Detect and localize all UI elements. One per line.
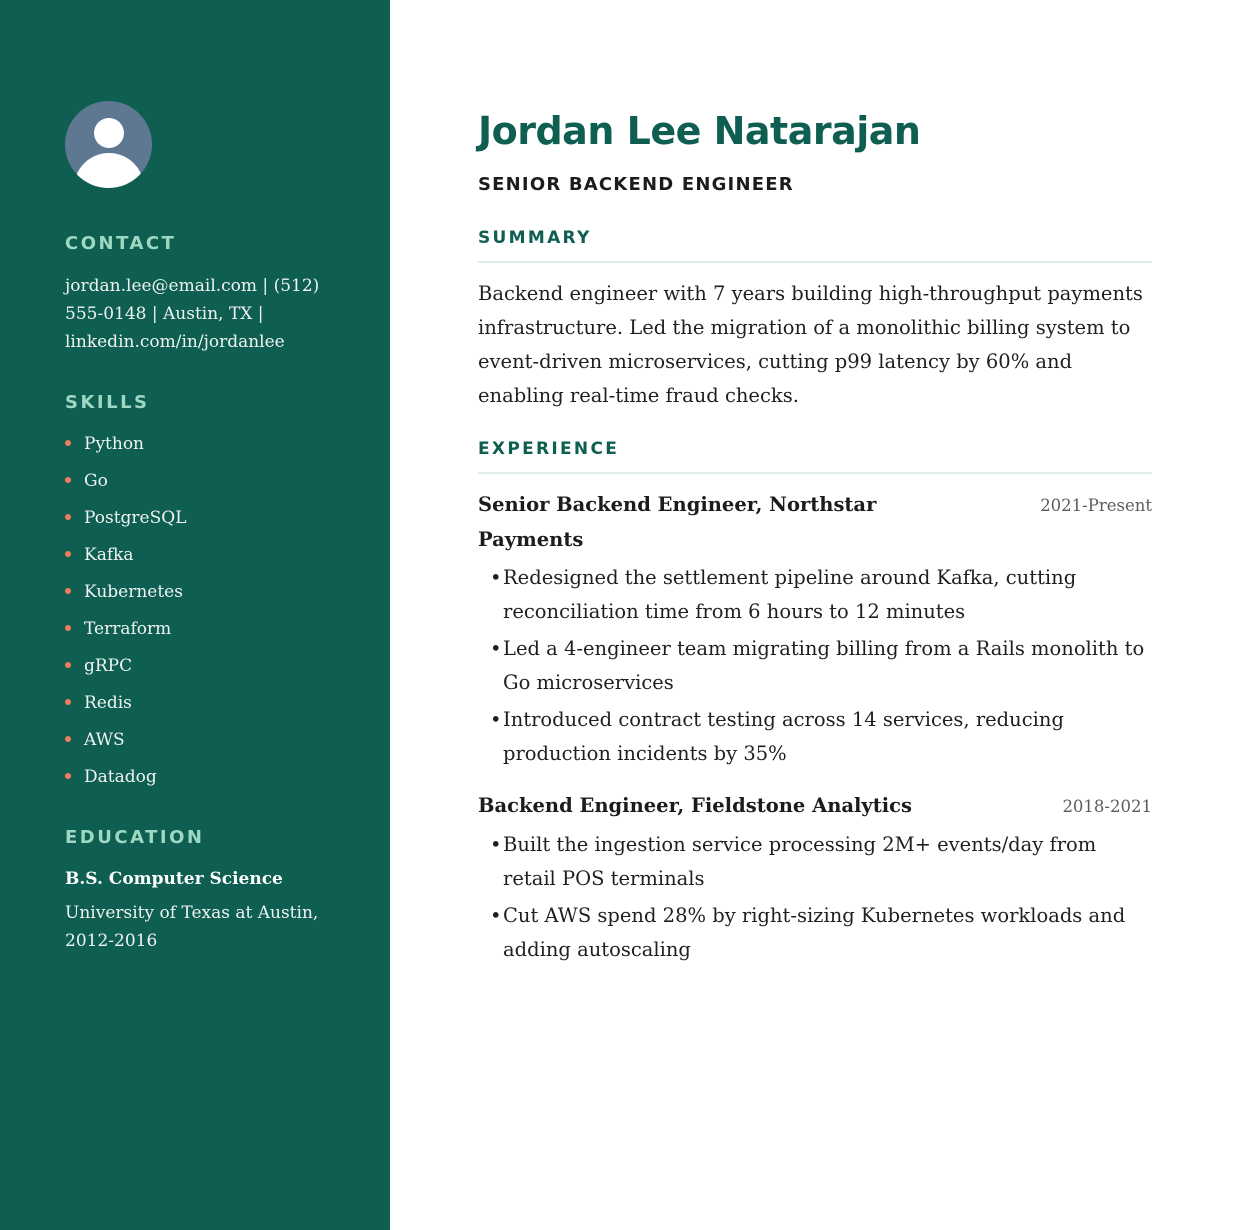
bullet-item	[478, 703, 1154, 771]
section-divider	[478, 472, 1152, 474]
skill-label: Python	[84, 434, 145, 454]
contact-details: jordan.lee@email.com | (512) 555-0148 | Austin, TX | linkedin.com/in/jordanlee	[65, 276, 320, 352]
skill-label: Kubernetes	[84, 582, 183, 602]
candidate-title: SENIOR BACKEND ENGINEER	[478, 174, 794, 195]
bullet-dot-icon	[65, 514, 71, 520]
skill-item	[65, 505, 186, 542]
job-role: Senior Backend Engineer, Northstar Payments	[478, 493, 877, 551]
bullet-text: Redesigned the settlement pipeline around Kafka, cutting reconciliation time from 6 hours to 12 minutes	[503, 566, 1077, 623]
experience-heading: EXPERIENCE	[478, 439, 620, 459]
avatar-shoulders	[74, 153, 144, 188]
skills-list	[65, 431, 186, 801]
candidate-name: Jordan Lee Natarajan	[478, 109, 921, 153]
bullet-text: Cut AWS spend 28% by right-sizing Kubernetes workloads and adding autoscaling	[503, 904, 1126, 961]
summary-text: Backend engineer with 7 years building high-throughput payments infrastructure. Led the migration of a monolithic billing system to event-driven microservices, cutting p99 latency by 60% and enabling real-time fraud checks.	[478, 282, 1143, 407]
job-bullets	[478, 561, 1154, 774]
bullet-dot-icon	[65, 662, 71, 668]
skill-label: Kafka	[84, 545, 134, 565]
skill-label: gRPC	[84, 656, 133, 676]
bullet-icon: •	[490, 566, 502, 589]
avatar-head	[94, 118, 124, 148]
user-avatar-icon	[65, 101, 152, 188]
skill-label: Go	[84, 471, 108, 491]
skill-item	[65, 542, 186, 579]
bullet-dot-icon	[65, 625, 71, 631]
skill-item	[65, 579, 186, 616]
sidebar	[0, 0, 390, 1230]
skill-item	[65, 690, 186, 727]
bullet-icon: •	[490, 708, 502, 731]
job-bullets	[478, 828, 1154, 970]
skill-label: Datadog	[84, 767, 157, 787]
bullet-dot-icon	[65, 551, 71, 557]
bullet-dot-icon	[65, 773, 71, 779]
bullet-icon: •	[490, 904, 502, 927]
degree: B.S. Computer Science	[65, 869, 283, 889]
skill-label: Redis	[84, 693, 132, 713]
job-role: Backend Engineer, Fieldstone Analytics	[478, 794, 913, 817]
skill-label: AWS	[84, 730, 125, 750]
bullet-item	[478, 561, 1154, 629]
bullet-item	[478, 632, 1154, 700]
bullet-text: Introduced contract testing across 14 services, reducing production incidents by 35%	[503, 708, 1064, 765]
bullet-icon: •	[490, 637, 502, 660]
bullet-text: Built the ingestion service processing 2M+ events/day from retail POS terminals	[503, 833, 1097, 890]
job-dates: 2018-2021	[1062, 797, 1152, 816]
bullet-item	[478, 828, 1154, 896]
summary-heading: SUMMARY	[478, 228, 592, 248]
bullet-dot-icon	[65, 699, 71, 705]
skill-item	[65, 468, 186, 505]
skill-label: Terraform	[84, 619, 172, 639]
bullet-dot-icon	[65, 440, 71, 446]
skill-item	[65, 653, 186, 690]
skill-item	[65, 431, 186, 468]
school: University of Texas at Austin, 2012-2016	[65, 903, 319, 951]
skill-label: PostgreSQL	[84, 508, 187, 528]
education-heading: EDUCATION	[65, 827, 205, 848]
contact-heading: CONTACT	[65, 233, 177, 254]
bullet-dot-icon	[65, 588, 71, 594]
bullet-item	[478, 899, 1154, 967]
skill-item	[65, 616, 186, 653]
skill-item	[65, 764, 186, 801]
skill-item	[65, 727, 186, 764]
bullet-text: Led a 4-engineer team migrating billing from a Rails monolith to Go microservices	[503, 637, 1145, 694]
bullet-dot-icon	[65, 477, 71, 483]
section-divider	[478, 261, 1152, 263]
skills-heading: SKILLS	[65, 392, 150, 413]
job-dates: 2021-Present	[1040, 496, 1152, 515]
bullet-dot-icon	[65, 736, 71, 742]
bullet-icon: •	[490, 833, 502, 856]
